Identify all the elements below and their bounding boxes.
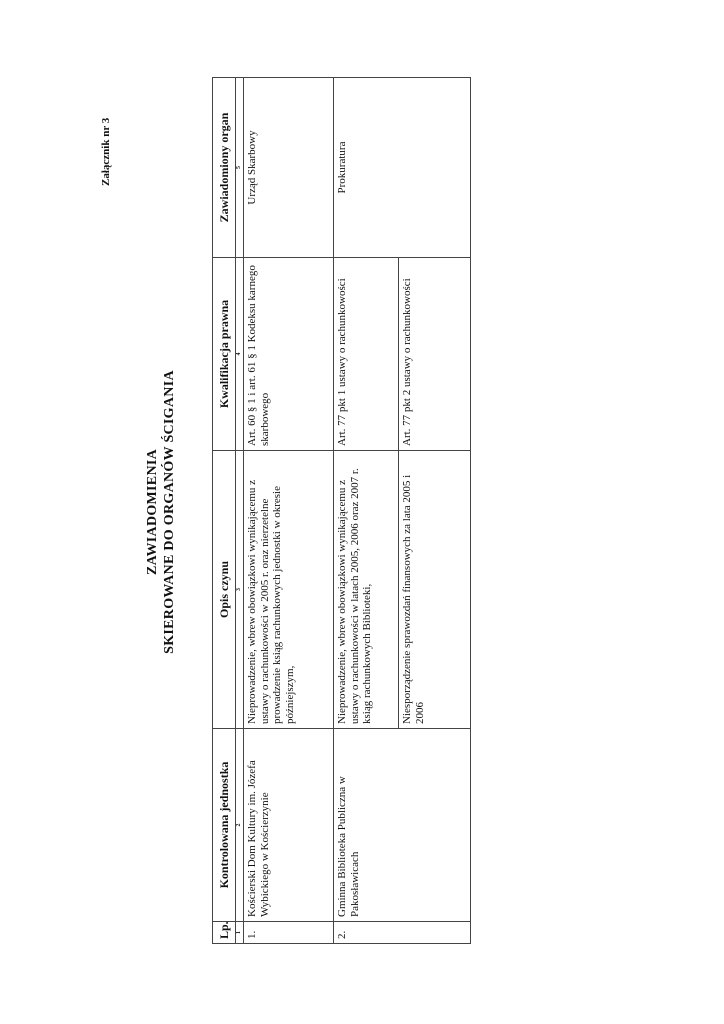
table-header-row [213,78,236,944]
column-number-row [236,78,244,944]
cell-unit: Kościerski Dom Kultury im. Józefa Wybickiego w Kościerzynie [244,729,334,922]
document-title: ZAWIADOMIENIA [145,448,160,576]
header-authority: Zawiadomiony organ [213,78,236,258]
column-number: 5 [236,78,244,258]
table-row [334,78,399,944]
cell-lp: 1. [244,922,334,944]
cell-description: Nieprowadzenie, wbrew obowiązkowi wynikającemu z ustawy o rachunkowości w latach 2005, 2006 oraz 2007 r. ksiąg rachunkowych Biblioteki, [334,451,399,729]
header-lp: Lp. [213,922,236,944]
header-description: Opis czynu [213,451,236,729]
cell-lp: 2. [334,922,471,944]
cell-legal: Art. 77 pkt 1 ustawy o rachunkowości [334,258,399,451]
attachment-label: Załącznik nr 3 [100,117,112,186]
column-number: 3 [236,451,244,729]
cell-description: Nieprowadzenie, wbrew obowiązkowi wynikającemu z ustawy o rachunkowości w 2005 r. oraz nierzetelne prowadzenie ksiąg rachunkowych jednostki w okresie późniejszym, [244,451,334,729]
column-number: 2 [236,729,244,922]
cell-legal: Art. 60 § 1 i art. 61 § 1 Kodeksu karnego skarbowego [244,258,334,451]
column-number: 1 [236,922,244,944]
cell-description: Niesporządzenie sprawozdań finansowych za lata 2005 i 2006 [399,451,471,729]
table-row [244,78,334,944]
cell-authority: Prokuratura [334,78,471,258]
cell-unit: Gminna Biblioteka Publiczna w Pakosławicach [334,729,471,922]
header-unit: Kontrolowana jednostka [213,729,236,922]
header-legal: Kwalifikacja prawna [213,258,236,451]
cell-authority: Urząd Skarbowy [244,78,334,258]
column-number: 4 [236,258,244,451]
notifications-table [212,77,471,944]
cell-legal: Art. 77 pkt 2 ustawy o rachunkowości [399,258,471,451]
document-subtitle: SKIEROWANE DO ORGANÓW ŚCIGANIA [162,370,177,654]
